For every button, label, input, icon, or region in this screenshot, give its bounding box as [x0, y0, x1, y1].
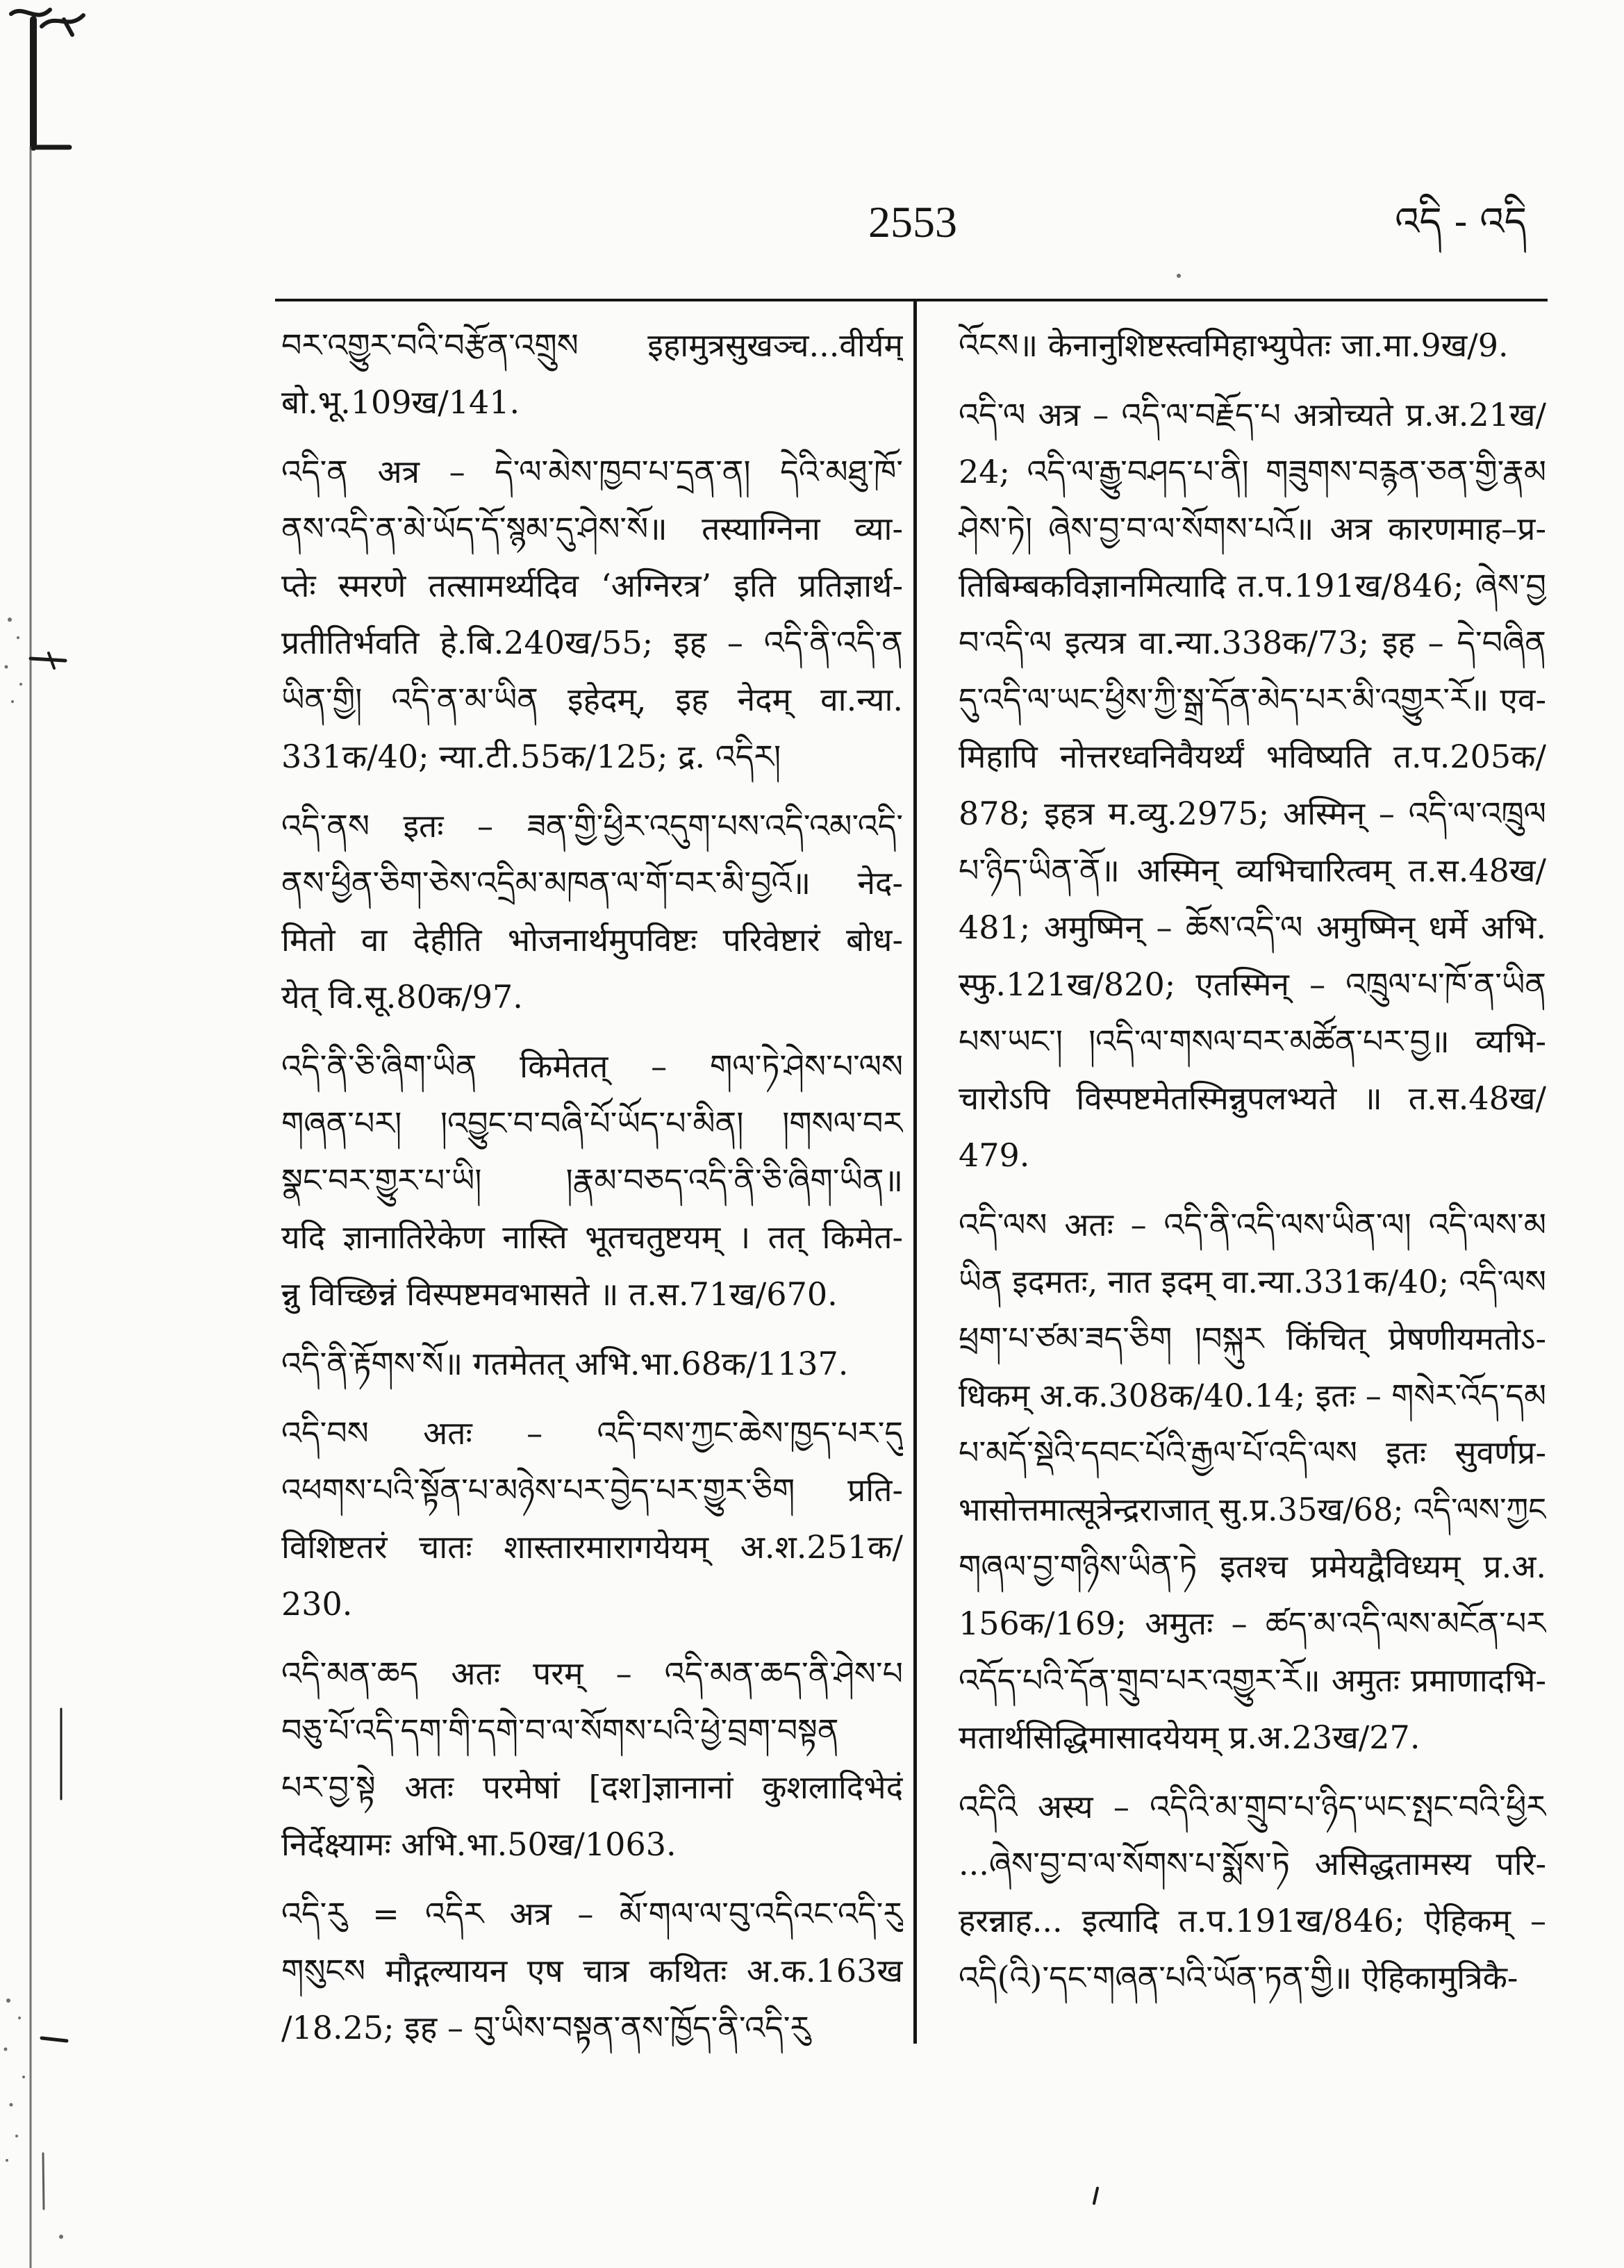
column-divider: [913, 299, 917, 2044]
entry-line: འདི་ལ अत्र – འདི་ལ་བརྗོད་པ अत्रोच्यते प्र.अ.21ख/: [959, 396, 1546, 433]
dictionary-entry-continued: [959, 317, 1546, 374]
dictionary-entry: [281, 1335, 903, 1392]
entry-line: གསུངས मौद्गल्यायन एष चात्र कथितः अ.क.163ख: [281, 1952, 903, 1989]
entry-line: ...ཞེས་བྱ་བ་ལ་སོགས་པ་སྨོས་ཏེ असिद्धतामस्य परि-: [959, 1845, 1546, 1882]
entry-line: बो.भू.109ख/141.: [281, 383, 520, 421]
binding-tick: [31, 659, 65, 661]
entry-line: ནས་ཕྱིན་ཅིག་ཅེས་འདྲིམ་མཁན་ལ་གོ་བར་མི་བྱའོ॥ नेद-: [281, 864, 903, 902]
entry-line: 878; इहत्र म.व्यु.2975; अस्मिन् – འདི་ལ་འཁྲུལ: [959, 795, 1546, 832]
entry-line: སྣང་བར་གྱུར་པ་ཡི། །རྣམ་བཅད་འདི་ནི་ཅི་ཞིག་ཡིན॥: [281, 1161, 903, 1199]
speck: [1094, 2188, 1097, 2203]
entry-line: ནས་འདི་ན་མེ་ཡོད་དོ་སྙམ་དུ་ཤེས་སོ॥ तस्याग्निना व्या-: [281, 510, 903, 547]
entry-line: འདི་ནི་ཅི་ཞིག་ཡིན किमेतत् – གལ་ཏེ་ཤེས་པ་ལས: [281, 1048, 903, 1085]
left-column: [281, 317, 903, 2081]
dictionary-entry: [959, 386, 1546, 1184]
entry-line: འདོད་པའི་དོན་གྲུབ་པར་འགྱུར་རོ॥ अमुतः प्रमाणादभि-: [959, 1662, 1546, 1699]
dictionary-entry-continued: [281, 317, 903, 431]
entry-line: གཞལ་བྱ་གཉིས་ཡིན་ཏེ इतश्च प्रमेयद्वैविध्यम् प्र.अ.: [959, 1548, 1546, 1585]
corner-scribble: [11, 10, 83, 35]
entry-line: भासोत्तमात्सूत्रेन्द्रराजात् सु.प्र.35ख/68; འདི་ལས་ཀྱང: [959, 1491, 1546, 1528]
entry-line: བར་འགྱུར་བའི་བརྩོན་འགྲུས इहामुत्रसुखञ्च...वीर्यम्: [281, 326, 903, 364]
entry-line: प्तेः स्मरणे तत्सामर्थ्यदिव ‘अग्निरत्र’ इति प्रतिज्ञार्थ-: [281, 567, 903, 604]
entry-line: 230.: [281, 1585, 353, 1623]
entry-line: 479.: [959, 1136, 1030, 1174]
dictionary-entry: [281, 443, 903, 785]
entry-line: 24; འདི་ལ་རྒྱུ་བཤད་པ་ནི། གཟུགས་བརྙན་ཅན་གྱི་རྣམ: [959, 453, 1546, 490]
entry-line: པས་ཡང་། །འདི་ལ་གསལ་བར་མཚོན་པར་བྱ॥ व्यभि-: [959, 1023, 1546, 1060]
entry-line: 481; अमुष्मिन् – ཆོས་འདི་ལ अमुष्मिन् धर्मे अभि.: [959, 909, 1546, 946]
entry-line: འདི་ན अत्र – དེ་ལ་མེས་ཁྱབ་པ་དྲན་ན། དེའི་མཐུ་ཁོ་: [281, 453, 903, 490]
entry-line: 156क/169; अमुतः – ཚད་མ་འདི་ལས་མངོན་པར: [959, 1605, 1546, 1642]
dictionary-entry: [281, 1038, 903, 1323]
dictionary-entry: [959, 1778, 1546, 2006]
entry-line: འདི(འི)་དང་གཞན་པའི་ཡོན་ཏན་གྱི॥ ऐहिकामुत्रिकै-: [959, 1959, 1518, 1996]
entry-line: འདི་མན་ཆད अतः परम् – འདི་མན་ཆད་ནི་ཤེས་པ: [281, 1655, 903, 1692]
entry-line: हरन्नाह... इत्यादि त.प.191ख/846; ऐहिकम् –: [959, 1902, 1546, 1939]
entry-line: धिकम् अ.क.308क/40.14; इतः – གསེར་འོད་དམ: [959, 1377, 1546, 1414]
entry-line: मिहापि नोत्तरध्वनिवैयर्थ्यं भविष्यति त.प.205क/: [959, 738, 1546, 775]
entry-line: 331क/40; न्या.टी.55क/125; द्र. འདིར།: [281, 738, 781, 775]
entry-line: ཕྲག་པ་ཙམ་ཟད་ཅིག །བསྐུར किंचित् प्रेषणीयमतोऽ-: [959, 1320, 1546, 1357]
entry-line: ཡིན इदमतः, नात इदम् वा.न्या.331क/40; འདི་ལས: [959, 1263, 1546, 1300]
header-rule: [275, 299, 1548, 301]
entry-line: འདི་བས अतः – འདི་བས་ཀྱང་ཆེས་ཁྱད་པར་དུ: [281, 1414, 903, 1452]
entry-line: དུ་འདི་ལ་ཡང་ཕྱིས་ཀྱི་སྒྲ་དོན་མེད་པར་མི་འགྱུར་རོ॥ एव-: [959, 681, 1546, 718]
binding-tick: [42, 2038, 67, 2041]
dictionary-entry: [281, 1885, 903, 2056]
entry-line: /18.25; इह – བུ་ཡིས་བསྟན་ནས་ཁྱོད་ནི་འདི་རུ: [281, 2009, 811, 2046]
page-number: 2553: [868, 197, 957, 247]
binding-tick: [49, 653, 54, 668]
entry-line: པ་མདོ་སྡེའི་དབང་པོའི་རྒྱལ་པོ་འདི་ལས इतः सुवर्णप्र-: [959, 1434, 1546, 1471]
entry-line: བཅུ་པོ་འདི་དག་གི་དགེ་བ་ལ་སོགས་པའི་ཕྱེ་བྲག་བསྟན: [281, 1712, 839, 1749]
running-head: འདི - འདི: [1395, 199, 1527, 245]
entry-line: स्फु.121ख/820; एतस्मिन् – འཁྲུལ་པ་ཁོ་ན་ཡིན: [959, 966, 1546, 1003]
entry-line: तिबिम्बकविज्ञानमित्यादि त.प.191ख/846; ཞེས་བྱ: [959, 567, 1546, 604]
entry-line: मितो वा देहीति भोजनार्थमुपविष्टः परिवेष्टारं बोध-: [281, 921, 903, 959]
entry-line: प्रतीतिर्भवति हे.बि.240ख/55; इह – འདི་ནི་འདི་ན: [281, 624, 903, 661]
entry-line: निर्देक्ष्यामः अभि.भा.50ख/1063.: [281, 1826, 677, 1863]
entry-line: यदि ज्ञानातिरेकेण नास्ति भूतचतुष्टयम् । तत् किमेत-: [281, 1218, 903, 1256]
entry-line: मतार्थसिद्धिमासादयेयम् प्र.अ.23ख/27.: [959, 1719, 1420, 1756]
entry-line: འདི་ལས अतः – འདི་ནི་འདི་ལས་ཡིན་ལ། འདི་ལས་མ: [959, 1206, 1546, 1243]
entry-line: ཤེས་ཏེ། ཞེས་བྱ་བ་ལ་སོགས་པའོ॥ अत्र कारणमाह–प्र-: [959, 510, 1546, 547]
entry-line: འདི་རུ = འདིར अत्र – མོ་གལ་ལ་བུ་འདིའང་འདི་རུ: [281, 1895, 903, 1932]
entry-line: न्नु विच्छिन्नं विस्पष्टमवभासते ॥ त.स.71ख/670.: [281, 1275, 838, 1313]
dictionary-entry: [281, 797, 903, 1025]
entry-line: གཞན་པར། །འབྱུང་བ་བཞི་པོ་ཡོད་པ་མིན། །གསལ་བར: [281, 1104, 903, 1142]
dictionary-entry: [281, 1405, 903, 1632]
entry-line: འདི་ནི་རྟོགས་སོ॥ गतमेतत् अभि.भा.68क/1137.: [281, 1345, 849, 1382]
entry-line: འོངས॥ केनानुशिष्टस्त्वमिहाभ्युपेतः जा.मा.9ख/9.: [959, 326, 1509, 364]
entry-line: འདིའི अस्य – འདིའི་མ་གྲུབ་པ་ཉིད་ཡང་སྤང་བའི་ཕྱིར: [959, 1788, 1546, 1826]
entry-line: བ་འདི་ལ इत्यत्र वा.न्या.338क/73; इह – དེ་བཞིན: [959, 624, 1546, 661]
entry-line: པ་ཉིད་ཡིན་ནོ॥ अस्मिन् व्यभिचारित्वम् त.स.48ख/: [959, 852, 1546, 889]
entry-line: येत् वि.सू.80क/97.: [281, 978, 523, 1016]
binding-segment: [43, 2153, 44, 2209]
entry-line: འདི་ནས इतः – ཟན་གྱི་ཕྱིར་འདུག་པས་འདི་འམ་འདི་: [281, 807, 903, 845]
entry-line: चारोऽपि विस्पष्टमेतस्मिन्नुपलभ्यते ॥ त.स.48ख/: [959, 1079, 1546, 1117]
right-column: [959, 317, 1546, 2081]
dictionary-entry: [281, 1645, 903, 1873]
dictionary-entry: [959, 1196, 1546, 1766]
entry-line: विशिष्टतरं चातः शास्तारमारागयेयम् अ.श.251क/: [281, 1528, 903, 1566]
entry-line: ཡིན་གྱི། འདི་ན་མ་ཡིན इहेदम्, इह नेदम् वा.न्या.: [281, 681, 903, 718]
entry-line: པར་བྱ་སྟེ अतः परमेषां [दश]ज्ञानानां कुशलादिभेदं: [281, 1769, 903, 1806]
entry-line: འཕགས་པའི་སྟོན་པ་མཉེས་པར་བྱེད་པར་གྱུར་ཅིག प्रति-: [281, 1471, 903, 1509]
